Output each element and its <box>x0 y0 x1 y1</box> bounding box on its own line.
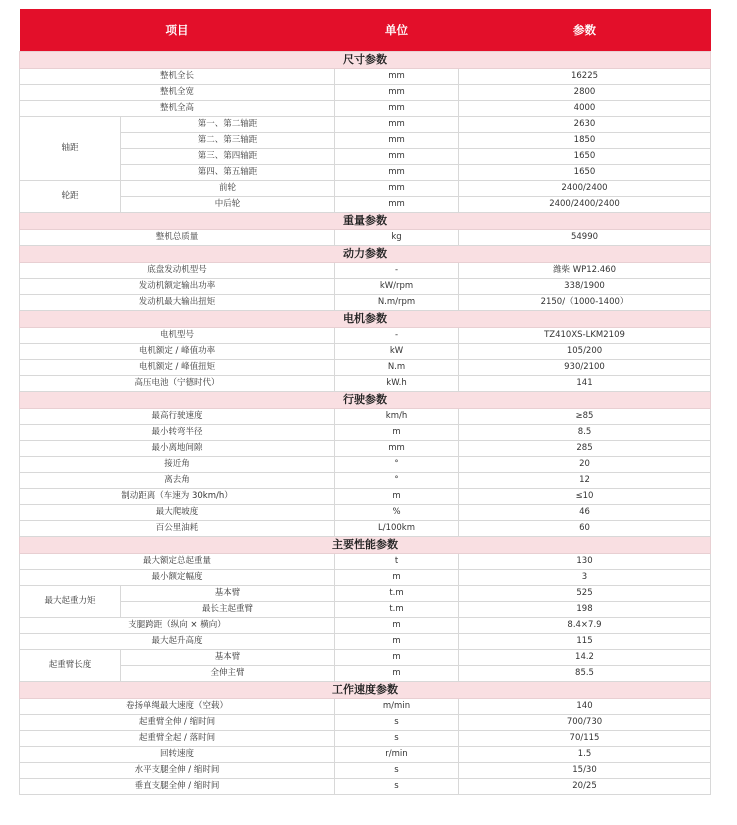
row-unit: m <box>335 650 459 666</box>
row-label: 最高行驶速度 <box>20 409 335 425</box>
section-title: 主要性能参数 <box>20 537 711 554</box>
row-value: 338/1900 <box>459 279 711 295</box>
row-unit: N.m <box>335 360 459 376</box>
row-value: 14.2 <box>459 650 711 666</box>
row-label: 整机总质量 <box>20 230 335 246</box>
row-value: 20/25 <box>459 779 711 795</box>
row-label: 整机全长 <box>20 69 335 85</box>
table-row <box>20 263 711 279</box>
table-row <box>20 489 711 505</box>
row-value: 1650 <box>459 149 711 165</box>
row-unit: s <box>335 779 459 795</box>
table-row <box>20 295 711 311</box>
row-label: 水平支腿全伸 / 缩时间 <box>20 763 335 779</box>
row-value: 1850 <box>459 133 711 149</box>
table-row <box>20 731 711 747</box>
row-label: 中后轮 <box>121 197 335 213</box>
spec-table <box>19 9 711 795</box>
header-item: 项目 <box>20 9 335 52</box>
row-value: 130 <box>459 554 711 570</box>
table-row <box>20 747 711 763</box>
row-label: 基本臂 <box>121 650 335 666</box>
row-label: 最大额定总起重量 <box>20 554 335 570</box>
section-title: 尺寸参数 <box>20 52 711 69</box>
table-row <box>20 117 711 133</box>
row-value: 525 <box>459 586 711 602</box>
table-row <box>20 328 711 344</box>
row-unit: mm <box>335 441 459 457</box>
row-value: 1650 <box>459 165 711 181</box>
table-row <box>20 602 711 618</box>
table-row <box>20 473 711 489</box>
row-unit: s <box>335 763 459 779</box>
row-unit: s <box>335 731 459 747</box>
row-label: 发动机最大输出扭矩 <box>20 295 335 311</box>
row-value: 4000 <box>459 101 711 117</box>
row-unit: mm <box>335 197 459 213</box>
group-label: 轴距 <box>20 117 121 181</box>
table-row <box>20 554 711 570</box>
row-unit: mm <box>335 133 459 149</box>
row-value: 8.5 <box>459 425 711 441</box>
row-value: 12 <box>459 473 711 489</box>
row-value: 2800 <box>459 85 711 101</box>
row-unit: m <box>335 618 459 634</box>
section-header-row <box>20 213 711 230</box>
section-header-row <box>20 537 711 554</box>
row-unit: kg <box>335 230 459 246</box>
row-label: 前轮 <box>121 181 335 197</box>
table-row <box>20 344 711 360</box>
row-unit: kW <box>335 344 459 360</box>
row-value: 2400/2400/2400 <box>459 197 711 213</box>
section-header-row <box>20 246 711 263</box>
table-row <box>20 570 711 586</box>
table-row <box>20 618 711 634</box>
section-title: 动力参数 <box>20 246 711 263</box>
table-row <box>20 441 711 457</box>
row-unit: mm <box>335 165 459 181</box>
row-unit: t.m <box>335 602 459 618</box>
table-row <box>20 779 711 795</box>
row-unit: mm <box>335 69 459 85</box>
row-value: 3 <box>459 570 711 586</box>
row-unit: s <box>335 715 459 731</box>
spec-body <box>20 52 711 795</box>
row-value: 2400/2400 <box>459 181 711 197</box>
row-label: 第三、第四轴距 <box>121 149 335 165</box>
table-row <box>20 149 711 165</box>
row-unit: mm <box>335 101 459 117</box>
row-unit: r/min <box>335 747 459 763</box>
row-unit: m <box>335 666 459 682</box>
row-unit: km/h <box>335 409 459 425</box>
table-row <box>20 85 711 101</box>
row-unit: t.m <box>335 586 459 602</box>
table-row <box>20 197 711 213</box>
row-value: ≤10 <box>459 489 711 505</box>
row-unit: t <box>335 554 459 570</box>
row-value: 60 <box>459 521 711 537</box>
table-row <box>20 279 711 295</box>
row-value: 115 <box>459 634 711 650</box>
row-label: 百公里油耗 <box>20 521 335 537</box>
table-row <box>20 586 711 602</box>
row-value: 1.5 <box>459 747 711 763</box>
section-header-row <box>20 392 711 409</box>
row-value: 105/200 <box>459 344 711 360</box>
table-row <box>20 425 711 441</box>
table-row <box>20 763 711 779</box>
row-unit: ° <box>335 457 459 473</box>
row-value: 85.5 <box>459 666 711 682</box>
table-row <box>20 101 711 117</box>
section-header-row <box>20 52 711 69</box>
section-title: 重量参数 <box>20 213 711 230</box>
header-unit: 单位 <box>335 9 459 52</box>
row-label: 最大起升高度 <box>20 634 335 650</box>
row-value: 930/2100 <box>459 360 711 376</box>
row-label: 离去角 <box>20 473 335 489</box>
row-label: 最长主起重臂 <box>121 602 335 618</box>
row-label: 最小转弯半径 <box>20 425 335 441</box>
row-value: 285 <box>459 441 711 457</box>
row-value: 20 <box>459 457 711 473</box>
row-label: 电机额定 / 峰值功率 <box>20 344 335 360</box>
row-unit: - <box>335 263 459 279</box>
table-row <box>20 666 711 682</box>
row-value: 2630 <box>459 117 711 133</box>
row-label: 回转速度 <box>20 747 335 763</box>
row-label: 最小离地间隙 <box>20 441 335 457</box>
row-unit: N.m/rpm <box>335 295 459 311</box>
row-value: TZ410XS-LKM2109 <box>459 328 711 344</box>
row-label: 第一、第二轴距 <box>121 117 335 133</box>
row-label: 整机全宽 <box>20 85 335 101</box>
group-label: 最大起重力矩 <box>20 586 121 618</box>
row-unit: kW/rpm <box>335 279 459 295</box>
row-unit: mm <box>335 117 459 133</box>
row-unit: m <box>335 425 459 441</box>
row-label: 高压电池（宁德时代） <box>20 376 335 392</box>
table-row <box>20 133 711 149</box>
row-label: 基本臂 <box>121 586 335 602</box>
table-row <box>20 376 711 392</box>
row-label: 最大爬坡度 <box>20 505 335 521</box>
row-label: 电机额定 / 峰值扭矩 <box>20 360 335 376</box>
table-row <box>20 165 711 181</box>
table-row <box>20 457 711 473</box>
row-unit: L/100km <box>335 521 459 537</box>
section-title: 行驶参数 <box>20 392 711 409</box>
section-title: 工作速度参数 <box>20 682 711 699</box>
row-unit: ° <box>335 473 459 489</box>
row-value: 198 <box>459 602 711 618</box>
row-unit: m/min <box>335 699 459 715</box>
section-title: 电机参数 <box>20 311 711 328</box>
row-label: 底盘发动机型号 <box>20 263 335 279</box>
table-row <box>20 69 711 85</box>
table-row <box>20 505 711 521</box>
row-label: 制动距离（车速为 30km/h） <box>20 489 335 505</box>
row-label: 整机全高 <box>20 101 335 117</box>
row-unit: m <box>335 570 459 586</box>
row-value: 15/30 <box>459 763 711 779</box>
row-unit: m <box>335 489 459 505</box>
row-label: 起重臂全伸 / 缩时间 <box>20 715 335 731</box>
table-row <box>20 699 711 715</box>
table-row <box>20 230 711 246</box>
table-row <box>20 360 711 376</box>
row-label: 最小额定幅度 <box>20 570 335 586</box>
row-value: 2150/（1000-1400） <box>459 295 711 311</box>
table-header-row <box>20 9 711 52</box>
table-row <box>20 181 711 197</box>
table-row <box>20 521 711 537</box>
row-unit: - <box>335 328 459 344</box>
row-unit: mm <box>335 85 459 101</box>
row-label: 支腿跨距（纵向 × 横向） <box>20 618 335 634</box>
row-unit: mm <box>335 181 459 197</box>
group-label: 起重臂长度 <box>20 650 121 682</box>
row-unit: % <box>335 505 459 521</box>
row-value: 141 <box>459 376 711 392</box>
row-unit: kW.h <box>335 376 459 392</box>
row-value: 8.4×7.9 <box>459 618 711 634</box>
section-header-row <box>20 682 711 699</box>
row-label: 起重臂全起 / 落时间 <box>20 731 335 747</box>
row-value: ≥85 <box>459 409 711 425</box>
row-value: 70/115 <box>459 731 711 747</box>
row-value: 16225 <box>459 69 711 85</box>
table-row <box>20 715 711 731</box>
row-unit: mm <box>335 149 459 165</box>
row-label: 接近角 <box>20 457 335 473</box>
row-value: 140 <box>459 699 711 715</box>
table-row <box>20 650 711 666</box>
row-unit: m <box>335 634 459 650</box>
row-value: 54990 <box>459 230 711 246</box>
table-row <box>20 634 711 650</box>
row-label: 电机型号 <box>20 328 335 344</box>
row-label: 垂直支腿全伸 / 缩时间 <box>20 779 335 795</box>
row-label: 发动机额定输出功率 <box>20 279 335 295</box>
row-value: 700/730 <box>459 715 711 731</box>
section-header-row <box>20 311 711 328</box>
row-value: 46 <box>459 505 711 521</box>
row-value: 潍柴 WP12.460 <box>459 263 711 279</box>
row-label: 卷扬单绳最大速度（空载） <box>20 699 335 715</box>
row-label: 第二、第三轴距 <box>121 133 335 149</box>
row-label: 全伸主臂 <box>121 666 335 682</box>
table-row <box>20 409 711 425</box>
header-value: 参数 <box>459 9 711 52</box>
group-label: 轮距 <box>20 181 121 213</box>
row-label: 第四、第五轴距 <box>121 165 335 181</box>
